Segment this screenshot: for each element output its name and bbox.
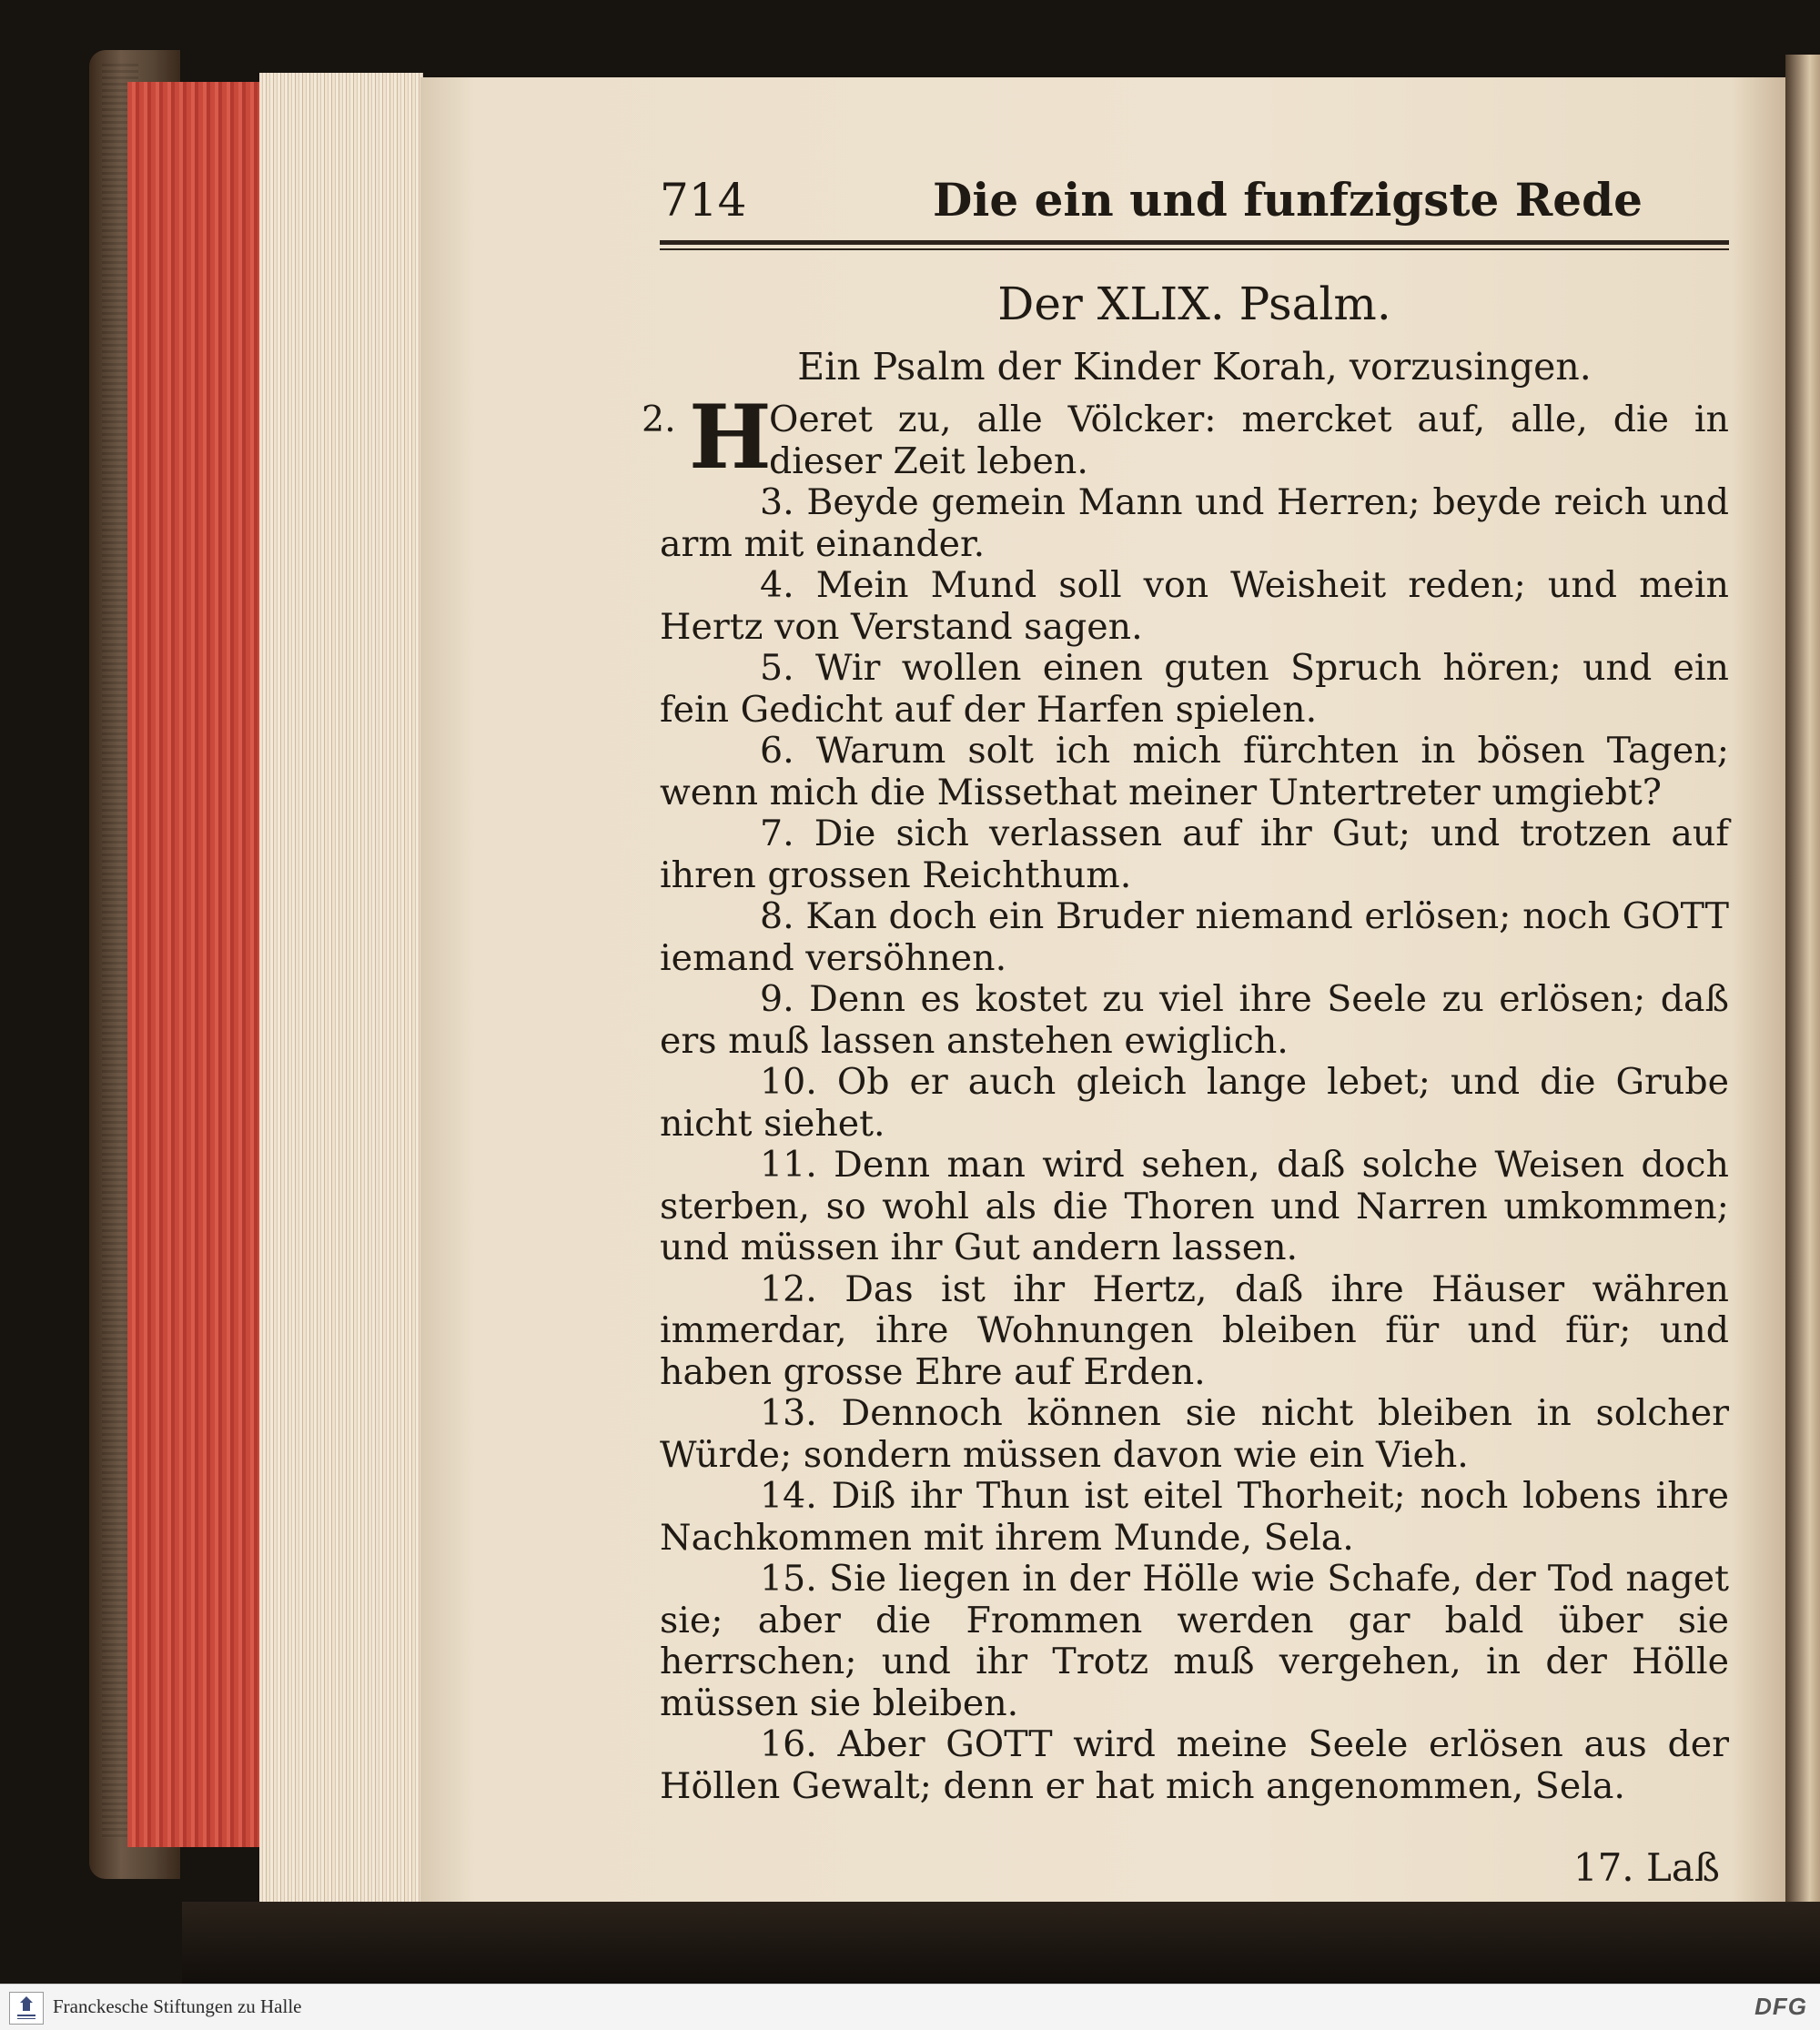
header-rule-thin xyxy=(660,248,1729,250)
verse: 15. Sie liegen in der Hölle wie Schafe, der Tod naget sie; aber die Frommen werden gar bald über sie herrschen; und ihr Trotz muß vergehen, in der Hölle müssen sie bleiben. xyxy=(660,1558,1729,1724)
verse-text: Oeret zu, alle Völcker: mercket auf, alle, die in dieser Zeit leben. xyxy=(769,399,1729,482)
verse-number: 2. xyxy=(642,399,676,440)
institution-name[interactable]: Franckesche Stiftungen zu Halle xyxy=(53,1995,302,2017)
verse: 8. Kan doch ein Bruder niemand erlösen; noch GOTT iemand versöhnen. xyxy=(660,895,1729,979)
running-title: Die ein und funfzigste Rede xyxy=(933,173,1643,227)
bottom-shadow xyxy=(182,1902,1820,1984)
verse-first xyxy=(642,386,1729,489)
page-header xyxy=(660,173,1729,237)
verse: 7. Die sich verlassen auf ihr Gut; und trotzen auf ihren grossen Reichthum. xyxy=(660,813,1729,896)
verse: 4. Mein Mund soll von Weisheit reden; und mein Hertz von Verstand sagen. xyxy=(660,564,1729,648)
psalm-subtitle: Ein Psalm der Kinder Korah, vorzusingen. xyxy=(797,345,1592,389)
verse: 10. Ob er auch gleich lange lebet; und die Grube nicht siehet. xyxy=(660,1061,1729,1145)
verse: 11. Denn man wird sehen, daß solche Weisen doch sterben, so wohl als die Thoren und Narren umkommen; und müssen ihr Gut andern lassen. xyxy=(660,1144,1729,1268)
verse: 3. Beyde gemein Mann und Herren; beyde reich und arm mit einander. xyxy=(660,481,1729,565)
page-block-edge xyxy=(259,73,423,1902)
verse: 12. Das ist ihr Hertz, daß ihre Häuser währen immerdar, ihre Wohnungen bleiben für und für; und haben grosse Ehre auf Erden. xyxy=(660,1267,1729,1393)
verse: 14. Diß ihr Thun ist eitel Thorheit; noch lobens ihre Nachkommen mit ihrem Munde, Sela. xyxy=(660,1475,1729,1559)
verse-list xyxy=(642,386,1729,1807)
catchword: 17. Laß xyxy=(1572,1845,1720,1890)
verse: 9. Denn es kostet zu viel ihre Seele zu erlösen; daß ers muß lassen anstehen ewiglich. xyxy=(660,978,1729,1062)
verse: 13. Dennoch können sie nicht bleiben in solcher Würde; sondern müssen davon wie ein Vieh. xyxy=(660,1392,1729,1476)
red-page-edges xyxy=(127,82,259,1847)
verse: 16. Aber GOTT wird meine Seele erlösen aus der Höllen Gewalt; denn er hat mich angenommen, Sela. xyxy=(660,1723,1729,1807)
header-rule xyxy=(660,240,1729,245)
verse: 6. Warum solt ich mich fürchten in bösen Tagen; wenn mich die Missethat meiner Untertreter umgiebt? xyxy=(660,730,1729,813)
verse: 5. Wir wollen einen guten Spruch hören; und ein fein Gedicht auf der Harfen spielen. xyxy=(660,647,1729,731)
page-text xyxy=(642,173,1729,1891)
institution-logo-icon[interactable] xyxy=(9,1992,44,2025)
page-number: 714 xyxy=(660,174,747,227)
page-gutter xyxy=(1785,55,1820,1938)
psalm-title: Der XLIX. Psalm. xyxy=(997,278,1391,330)
viewer-footer xyxy=(0,1984,1820,2030)
drop-cap: H xyxy=(689,386,772,489)
sponsor-logo[interactable]: DFG xyxy=(1754,1993,1807,2020)
